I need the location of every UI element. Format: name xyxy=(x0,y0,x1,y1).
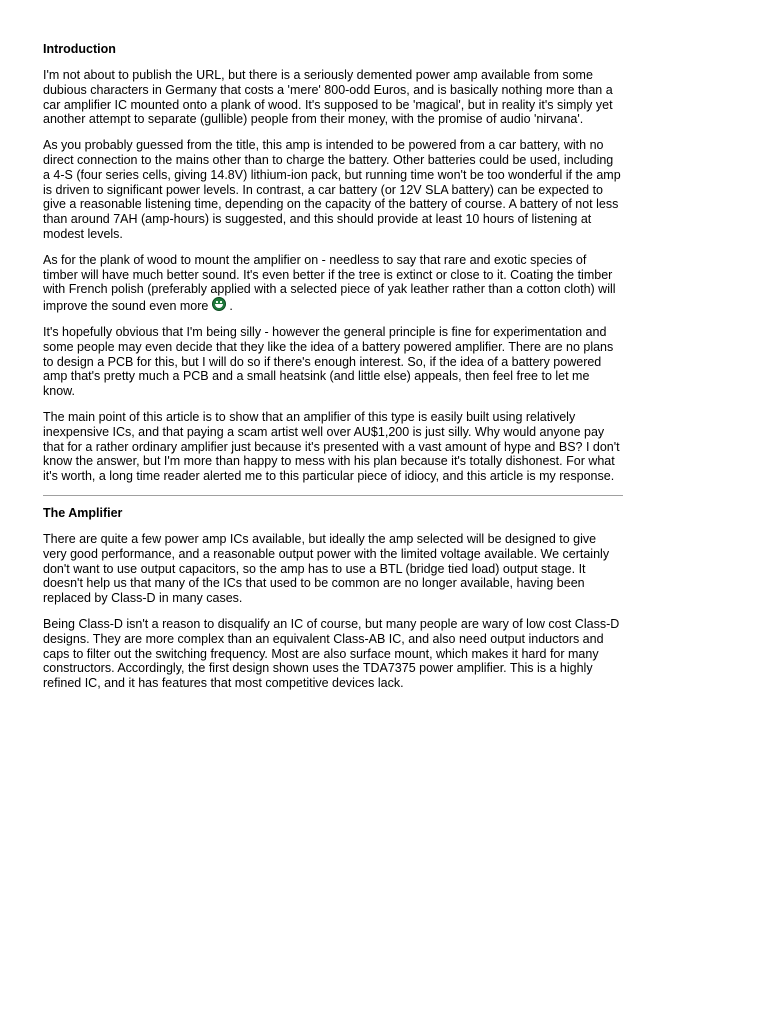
section-heading-amplifier: The Amplifier xyxy=(43,505,123,520)
amplifier-paragraph-1: There are quite a few power amp ICs available, but ideally the amp selected will be designed to give very good performance, and a reasonable output power with the limited voltage available. We certainly don't want to use output capacitors, so the amp has to use a BTL (bridge tied load) output stage. It doesn't help us that many of the ICs that used to be common are no longer available, having been replaced by Class-D in many cases. xyxy=(43,531,610,606)
intro-paragraph-2: As you probably guessed from the title, this amp is intended to be powered from a car battery, with no direct connection to the mains other than to charge the battery. Other batteries could be used, including a 4-S (four series cells, giving 14.8V) lithium-ion pack, but running time won't be too wonderful if the amp is driven to significant power levels. In contrast, a car battery (or 12V SLA battery) can be expected to give a reasonable listening time, depending on the capacity of the battery of course. A battery of not less than around 7AH (amp-hours) is suggested, and this should provide at least 10 hours of listening at modest levels. xyxy=(43,138,621,241)
intro-paragraph-3 xyxy=(43,253,623,314)
intro-paragraph-3-text: As for the plank of wood to mount the amplifier on - needless to say that rare and exotic species of timber will have much better sound. It's even better if the tree is extinct or close to it. Coating the timber with French polish (preferably applied with a selected piece of yak leather rather than a cotton cloth) will improve the sound even more xyxy=(43,252,616,314)
intro-paragraph-1: I'm not about to publish the URL, but there is a seriously demented power amp available from some dubious characters in Germany that costs a 'mere' 800-odd Euros, and is basically nothing more than a car amplifier IC mounted onto a plank of wood. It's supposed to be 'magical', but in reality it's simply yet another attempt to separate (gullible) people from their money, with the promise of audio 'nirvana'. xyxy=(43,68,613,127)
intro-paragraph-3-end: . xyxy=(225,299,233,314)
grin-smiley-icon xyxy=(212,297,226,311)
section-divider xyxy=(43,495,623,496)
section-heading-introduction: Introduction xyxy=(43,42,116,56)
intro-paragraph-5: The main point of this article is to show that an amplifier of this type is easily built using relatively inexpensive ICs, and that paying a scam artist well over AU$1,200 is just silly. Why would anyone pay that for a rather ordinary amplifier just because it's presented with a vast amount of hype and BS? I don't know the answer, but I'm more than happy to mess with his plan because it's totally dishonest. For what it's worth, a long time reader alerted me to this particular piece of idiocy, and this article is my response. xyxy=(43,409,620,484)
intro-paragraph-4: It's hopefully obvious that I'm being silly - however the general principle is fine for experimentation and some people may even decide that they like the idea of a battery powered amplifier. There are no plans to design a PCB for this, but I will do so if there's enough interest. So, if the idea of a battery powered amp that's pretty much a PCB and a small heatsink (and little else) appeals, then feel free to let me know. xyxy=(43,324,614,399)
amplifier-paragraph-2: Being Class-D isn't a reason to disqualify an IC of course, but many people are wary of low cost Class-D designs. They are more complex than an equivalent Class-AB IC, and also need output inductors and caps to filter out the switching frequency. Most are also surface mount, which makes it hard for many constructors. Accordingly, the first design shown uses the TDA7375 power amplifier. This is a highly refined IC, and it has features that most competitive devices lack. xyxy=(43,616,620,691)
article-body xyxy=(43,40,623,702)
